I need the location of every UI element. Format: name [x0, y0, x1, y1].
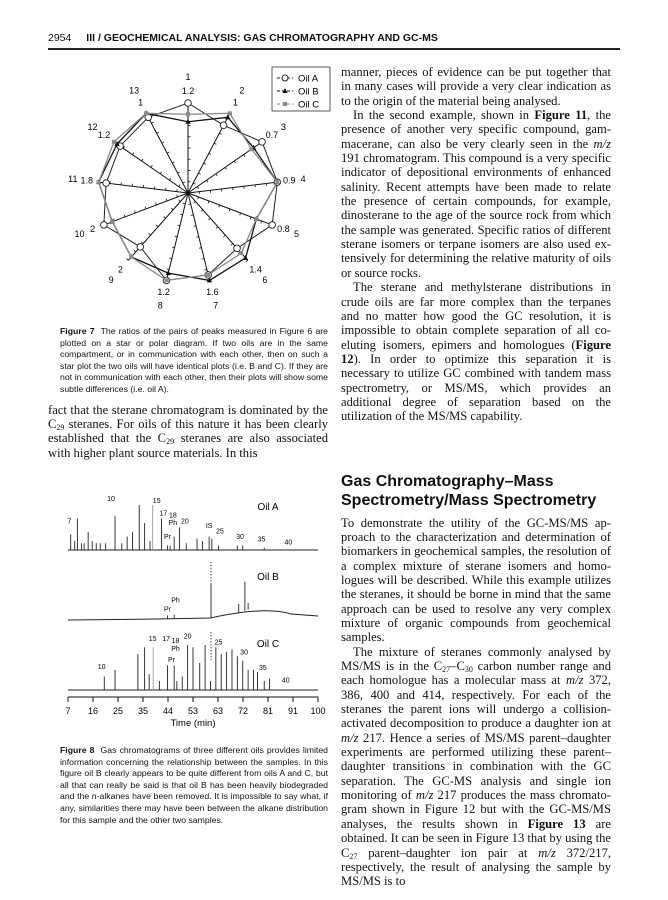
peak-label: 40	[284, 539, 293, 547]
text-run: 29	[56, 422, 65, 432]
radar-tick	[207, 180, 208, 182]
x-tick-label: 35	[137, 706, 149, 716]
radar-tick	[209, 153, 211, 154]
radar-tick	[216, 227, 218, 229]
text-run: , the presence of another very specific compound, gammacerane, can also be very clearly seen in the	[341, 108, 612, 151]
x-tick-label: 63	[212, 706, 224, 716]
axis-max-label: 2	[90, 224, 96, 235]
series-title: Oil A	[257, 502, 279, 513]
radar-tick	[234, 161, 235, 163]
left-column-flow	[48, 326, 328, 460]
data-point-diamond	[110, 220, 114, 224]
radar-tick	[197, 187, 198, 189]
data-point-open-circle	[103, 180, 110, 187]
x-tick-label: 44	[162, 706, 174, 716]
x-tick-label: 100	[310, 706, 326, 716]
axis-number-label: 6	[262, 274, 268, 285]
radar-tick	[208, 201, 209, 203]
paragraph	[341, 280, 611, 423]
radar-tick	[231, 244, 233, 246]
data-point-diamond	[254, 217, 258, 221]
axis-max-label: 1.4	[249, 264, 262, 275]
series-title: Oil B	[257, 572, 279, 583]
legend-label: Oil C	[298, 99, 320, 111]
radar-tick	[132, 153, 133, 155]
text-run: steranes are also associated with higher plant source materials. In this	[48, 431, 328, 460]
peak-label: 30	[240, 649, 248, 657]
section-heading: Gas Chromatography–Mass Spectrometry/Mass Spectrometry	[341, 472, 597, 509]
radar-tick	[156, 203, 157, 205]
radar-tick	[225, 167, 226, 169]
data-point-open-circle	[269, 222, 276, 229]
figure-8-caption	[60, 745, 328, 826]
right-column-text-top	[341, 65, 611, 424]
radar-tick	[183, 182, 185, 183]
data-point-open-circle	[234, 245, 241, 252]
peak-label: 30	[236, 534, 244, 541]
figure-8-label: Figure 8	[60, 745, 95, 755]
text-run: The mixture of steranes commonly analysed by MS/MS is in the C	[341, 644, 611, 674]
figure-reference: Figure 12	[341, 337, 611, 366]
radar-tick	[169, 178, 170, 180]
x-tick-label: 7	[65, 706, 71, 716]
axis-max-label: 0.9	[282, 175, 296, 186]
radar-tick	[179, 200, 181, 202]
data-point-open-circle	[101, 222, 108, 229]
legend	[272, 67, 330, 111]
text-run: 372, 386, 400 and 414, respectively. For each of the steranes the parent ions will undergo a collision-activated decomposition to produce a daughter ion at	[341, 673, 612, 731]
peak-label: 15	[152, 498, 161, 505]
peak-label: 20	[181, 518, 189, 526]
radar-tick	[219, 133, 221, 134]
text-run: m/z	[538, 845, 556, 860]
data-point-diamond	[144, 111, 148, 115]
legend-label: Oil A	[298, 73, 319, 85]
axis-number-label: 11	[68, 174, 78, 185]
peak-label: Ph	[171, 597, 180, 605]
radar-tick	[142, 159, 143, 161]
peak-label: 25	[214, 639, 223, 647]
data-point-open-circle	[259, 139, 266, 146]
text-run: 27	[442, 665, 451, 675]
axis-max-label: 1	[232, 97, 238, 108]
text-run: To demonstrate the utility of the GC-MS/MS approach to the characterization and determination of biomarkers in geochemical samples, the resolution of a complex mixture of sterane isomers and homologues will be described. While this example utilizes the steranes, it should be borne in mind that the same approach can be used to resolve any very complex mixture of organic compounds from geochemical samples.	[341, 515, 611, 645]
radar-tick	[194, 201, 196, 203]
text-run: steranes. For oils of this nature it has been clearly established that the C	[48, 416, 328, 446]
text-run: In the second example, shown in	[353, 108, 535, 123]
radar-tick	[151, 122, 153, 123]
peak-label: 17	[162, 635, 171, 643]
peak-label: 20	[183, 633, 192, 641]
radar-tick	[178, 172, 180, 173]
paragraph	[341, 65, 611, 108]
data-point-open-circle	[185, 100, 192, 107]
radar-axis	[166, 193, 188, 280]
radar-tick	[157, 132, 159, 133]
peak-label: 10	[97, 664, 106, 672]
peak-label: 35	[257, 536, 266, 544]
figure-reference: Figure 11	[534, 108, 588, 123]
data-point-diamond	[164, 278, 168, 282]
grey-diamond-icon	[283, 102, 287, 106]
running-header	[48, 32, 438, 44]
peak-label: 15	[148, 635, 157, 643]
radar-tick	[172, 162, 174, 163]
radar-tick	[193, 183, 195, 184]
legend-label: Oil B	[298, 86, 319, 98]
radar-tick	[229, 209, 230, 211]
axis-max-label: 1.2	[97, 130, 111, 141]
radar-tick	[240, 213, 241, 215]
axis-number-label: 2	[239, 85, 245, 96]
text-run: manner, pieces of evidence can be put together that in many cases will provide a very clear indication as to the origin of the material being analysed.	[341, 65, 611, 108]
axis-number-label: 4	[300, 174, 306, 185]
radar-tick	[160, 172, 161, 174]
radar-tick	[198, 197, 199, 199]
radar-tick	[261, 221, 262, 223]
radar-tick	[214, 143, 216, 144]
radar-tick	[204, 163, 206, 164]
radar-tick	[145, 207, 146, 209]
data-point-diamond	[249, 147, 253, 151]
open-circle-icon	[282, 75, 288, 81]
radar-tick	[179, 185, 180, 187]
axis-number-label: 9	[108, 274, 114, 285]
axis-max-label: 2	[117, 264, 123, 275]
text-run: 372/217, respectively, the result of analysing the sample by MS/MS is to	[341, 845, 612, 889]
radar-tick	[134, 250, 136, 252]
text-run: m/z	[341, 730, 359, 745]
figure-8-chromatograms	[0, 490, 340, 735]
peak-label: 18	[171, 638, 180, 645]
text-run: are obtained. It can be seen in Figure 13 that by using the C	[341, 816, 612, 860]
right-column-text-bottom	[341, 516, 611, 889]
paragraph	[341, 645, 611, 889]
text-run: –C	[450, 659, 465, 674]
radar-tick	[164, 217, 166, 219]
text-run: ). In order to optimize this separation it is necessary to utilize GC combined with tandem mass spectrometry, or MS/MS, which provides an additional degree of separation based on the utilization of the MS/MS capability.	[341, 351, 611, 424]
text-run: 27	[349, 851, 358, 861]
paragraph	[341, 108, 611, 280]
radar-tick	[135, 211, 136, 213]
figure-7-caption	[60, 326, 328, 396]
peak-label: IS	[205, 522, 213, 530]
axis-number-label: 13	[129, 85, 140, 96]
axis-max-label: 1.2	[181, 86, 195, 96]
radar-tick	[177, 195, 178, 197]
peak-label: 10	[107, 495, 115, 503]
peak-label: 40	[281, 677, 290, 685]
peak-label: 17	[159, 510, 168, 518]
peak-label: 7	[67, 518, 72, 526]
axis-number-label: 12	[87, 122, 98, 133]
radar-tick	[166, 199, 167, 201]
radar-tick	[162, 142, 164, 143]
x-tick-label: 53	[187, 706, 199, 716]
radar-tick	[216, 174, 217, 176]
axis-number-label: 8	[157, 300, 163, 311]
data-point-diamond	[206, 273, 210, 277]
radar-tick	[124, 215, 125, 217]
radar-tick	[219, 205, 220, 207]
radar-tick	[246, 260, 248, 262]
text-run: 29	[166, 437, 175, 447]
data-point-diamond	[112, 140, 116, 144]
radar-tick	[151, 165, 152, 167]
radar-tick	[250, 217, 251, 219]
text-run: fact that the sterane chromatogram is dominated by the C	[48, 402, 328, 431]
radar-tick	[244, 155, 245, 157]
x-tick-label: 25	[112, 706, 124, 716]
peak-label: 35	[258, 665, 267, 672]
x-tick-label: 91	[287, 706, 299, 716]
paragraph	[341, 516, 611, 645]
axis-max-label: 0.8	[277, 224, 290, 235]
series-title: Oil C	[256, 639, 280, 650]
data-point-diamond	[275, 180, 279, 184]
text-run: The sterane and methylsterane distributions in crude oils are far more complex than the terpanes and no matter how good the GC resolution, it is impossible to obtain complete separation of all co-eluting isomers, epimers and homologues (	[341, 280, 611, 352]
text-run: parent–daughter ion pair at	[357, 845, 539, 860]
axis-number-label: 10	[74, 229, 85, 240]
x-tick-label: 16	[87, 706, 99, 716]
radar-tick	[223, 235, 225, 237]
x-tick-label: 72	[237, 706, 249, 716]
figure-8-caption-text: Gas chromatograms of three different oils provides limited information concerning the relationship between the samples. In this figure oil B clearly appears to be quite different from oils A and C, but all that can really be said is that oil B has been heavily biodegraded and the n-alkanes have been removed. It is impossible to say what, if any, similarities there may have been between the alkane distribution for this sample and the other two samples.	[60, 745, 328, 825]
figure-7-caption-text: The ratios of the pairs of peaks measured in Figure 6 are plotted on a star or polar diagram. If two oils are in the same compartment, or in communication with each other, then on such a star plot the two oils will have identical plots (i.e. B and C). If they are not in communication with each other, then their plots will show some subtle differences (i.e. oil A).	[60, 326, 329, 394]
data-point-open-circle	[137, 244, 144, 251]
data-point-diamond	[228, 111, 232, 115]
figure-7-label: Figure 7	[60, 326, 95, 336]
axis-max-label: 1.8	[80, 175, 94, 186]
radar-tick	[156, 225, 158, 227]
peak-label: 25	[215, 528, 224, 536]
x-tick-label: 81	[262, 706, 274, 716]
x-axis-label: Time (min)	[170, 718, 216, 729]
text-run: m/z	[566, 673, 584, 688]
axis-number-label: 3	[280, 122, 286, 133]
text-run: carbon number range and each homologue has a molecular mass at	[341, 659, 612, 688]
running-title: III / GEOCHEMICAL ANALYSIS: GAS CHROMATOGRAPHY AND GC-MS	[86, 32, 438, 44]
text-run: 191 chromatogram. This compound is a very specific indicator of depositional environments of enhanced salinity. Recent attempts have been made to relate the presence of certain compounds, for example, dinosterane to the age of the source rock from which the sample was generated. Specific ratios of different sterane isomers or terpane isomers are also used extensively for determining the relative maturity of oils or source rocks.	[341, 151, 611, 280]
left-column-text	[48, 403, 328, 460]
paragraph	[48, 403, 328, 460]
axis-max-label: 1.2	[157, 287, 170, 298]
figure-7-radar-chart	[0, 60, 340, 325]
data-point-open-circle	[220, 122, 227, 129]
axis-number-label: 1	[185, 72, 191, 82]
axis-max-label: 1	[138, 97, 144, 108]
radar-tick	[201, 210, 203, 212]
axis-number-label: 5	[293, 229, 299, 240]
peak-label: 18	[168, 512, 177, 520]
radar-tick	[198, 173, 200, 174]
peak-label: Pr	[163, 606, 171, 614]
peak-label: Ph	[168, 520, 178, 528]
axis-max-label: 1.6	[206, 287, 219, 298]
axis-max-label: 0.7	[265, 130, 279, 141]
radar-tick	[171, 208, 173, 210]
radar-tick	[149, 233, 151, 235]
radar-tick	[141, 242, 143, 244]
text-run: m/z	[415, 788, 434, 803]
text-run: 217. Hence a series of MS/MS parent–daughter experiments are performed utilizing these parent–daughter transitions in combination with the GC separation. The GC-MS analysis and single ion monitoring of	[341, 730, 611, 803]
figure-reference: Figure 13	[527, 816, 586, 831]
data-point-diamond	[239, 251, 243, 255]
data-point-diamond	[97, 180, 101, 184]
peak-label: Pr	[167, 656, 175, 664]
chromatogram-baseline	[68, 611, 318, 620]
text-run: m/z	[593, 136, 611, 151]
axis-number-label: 7	[213, 300, 219, 311]
radar-tick	[167, 152, 169, 153]
data-point-diamond	[129, 255, 133, 259]
radar-tick	[126, 259, 128, 261]
text-run: 217 produces the mass chromatogram shown in Figure 12 but with the GC-MS/MS analyses, the results shown in	[341, 788, 611, 831]
text-run: 30	[464, 665, 473, 675]
right-column-flow	[341, 65, 611, 889]
data-point-diamond	[186, 112, 190, 116]
radar-tick	[209, 218, 211, 220]
peak-label: Ph	[171, 645, 180, 653]
peak-label: Pr	[163, 534, 171, 541]
header-rule	[48, 48, 620, 50]
page-number: 2954	[48, 32, 72, 44]
